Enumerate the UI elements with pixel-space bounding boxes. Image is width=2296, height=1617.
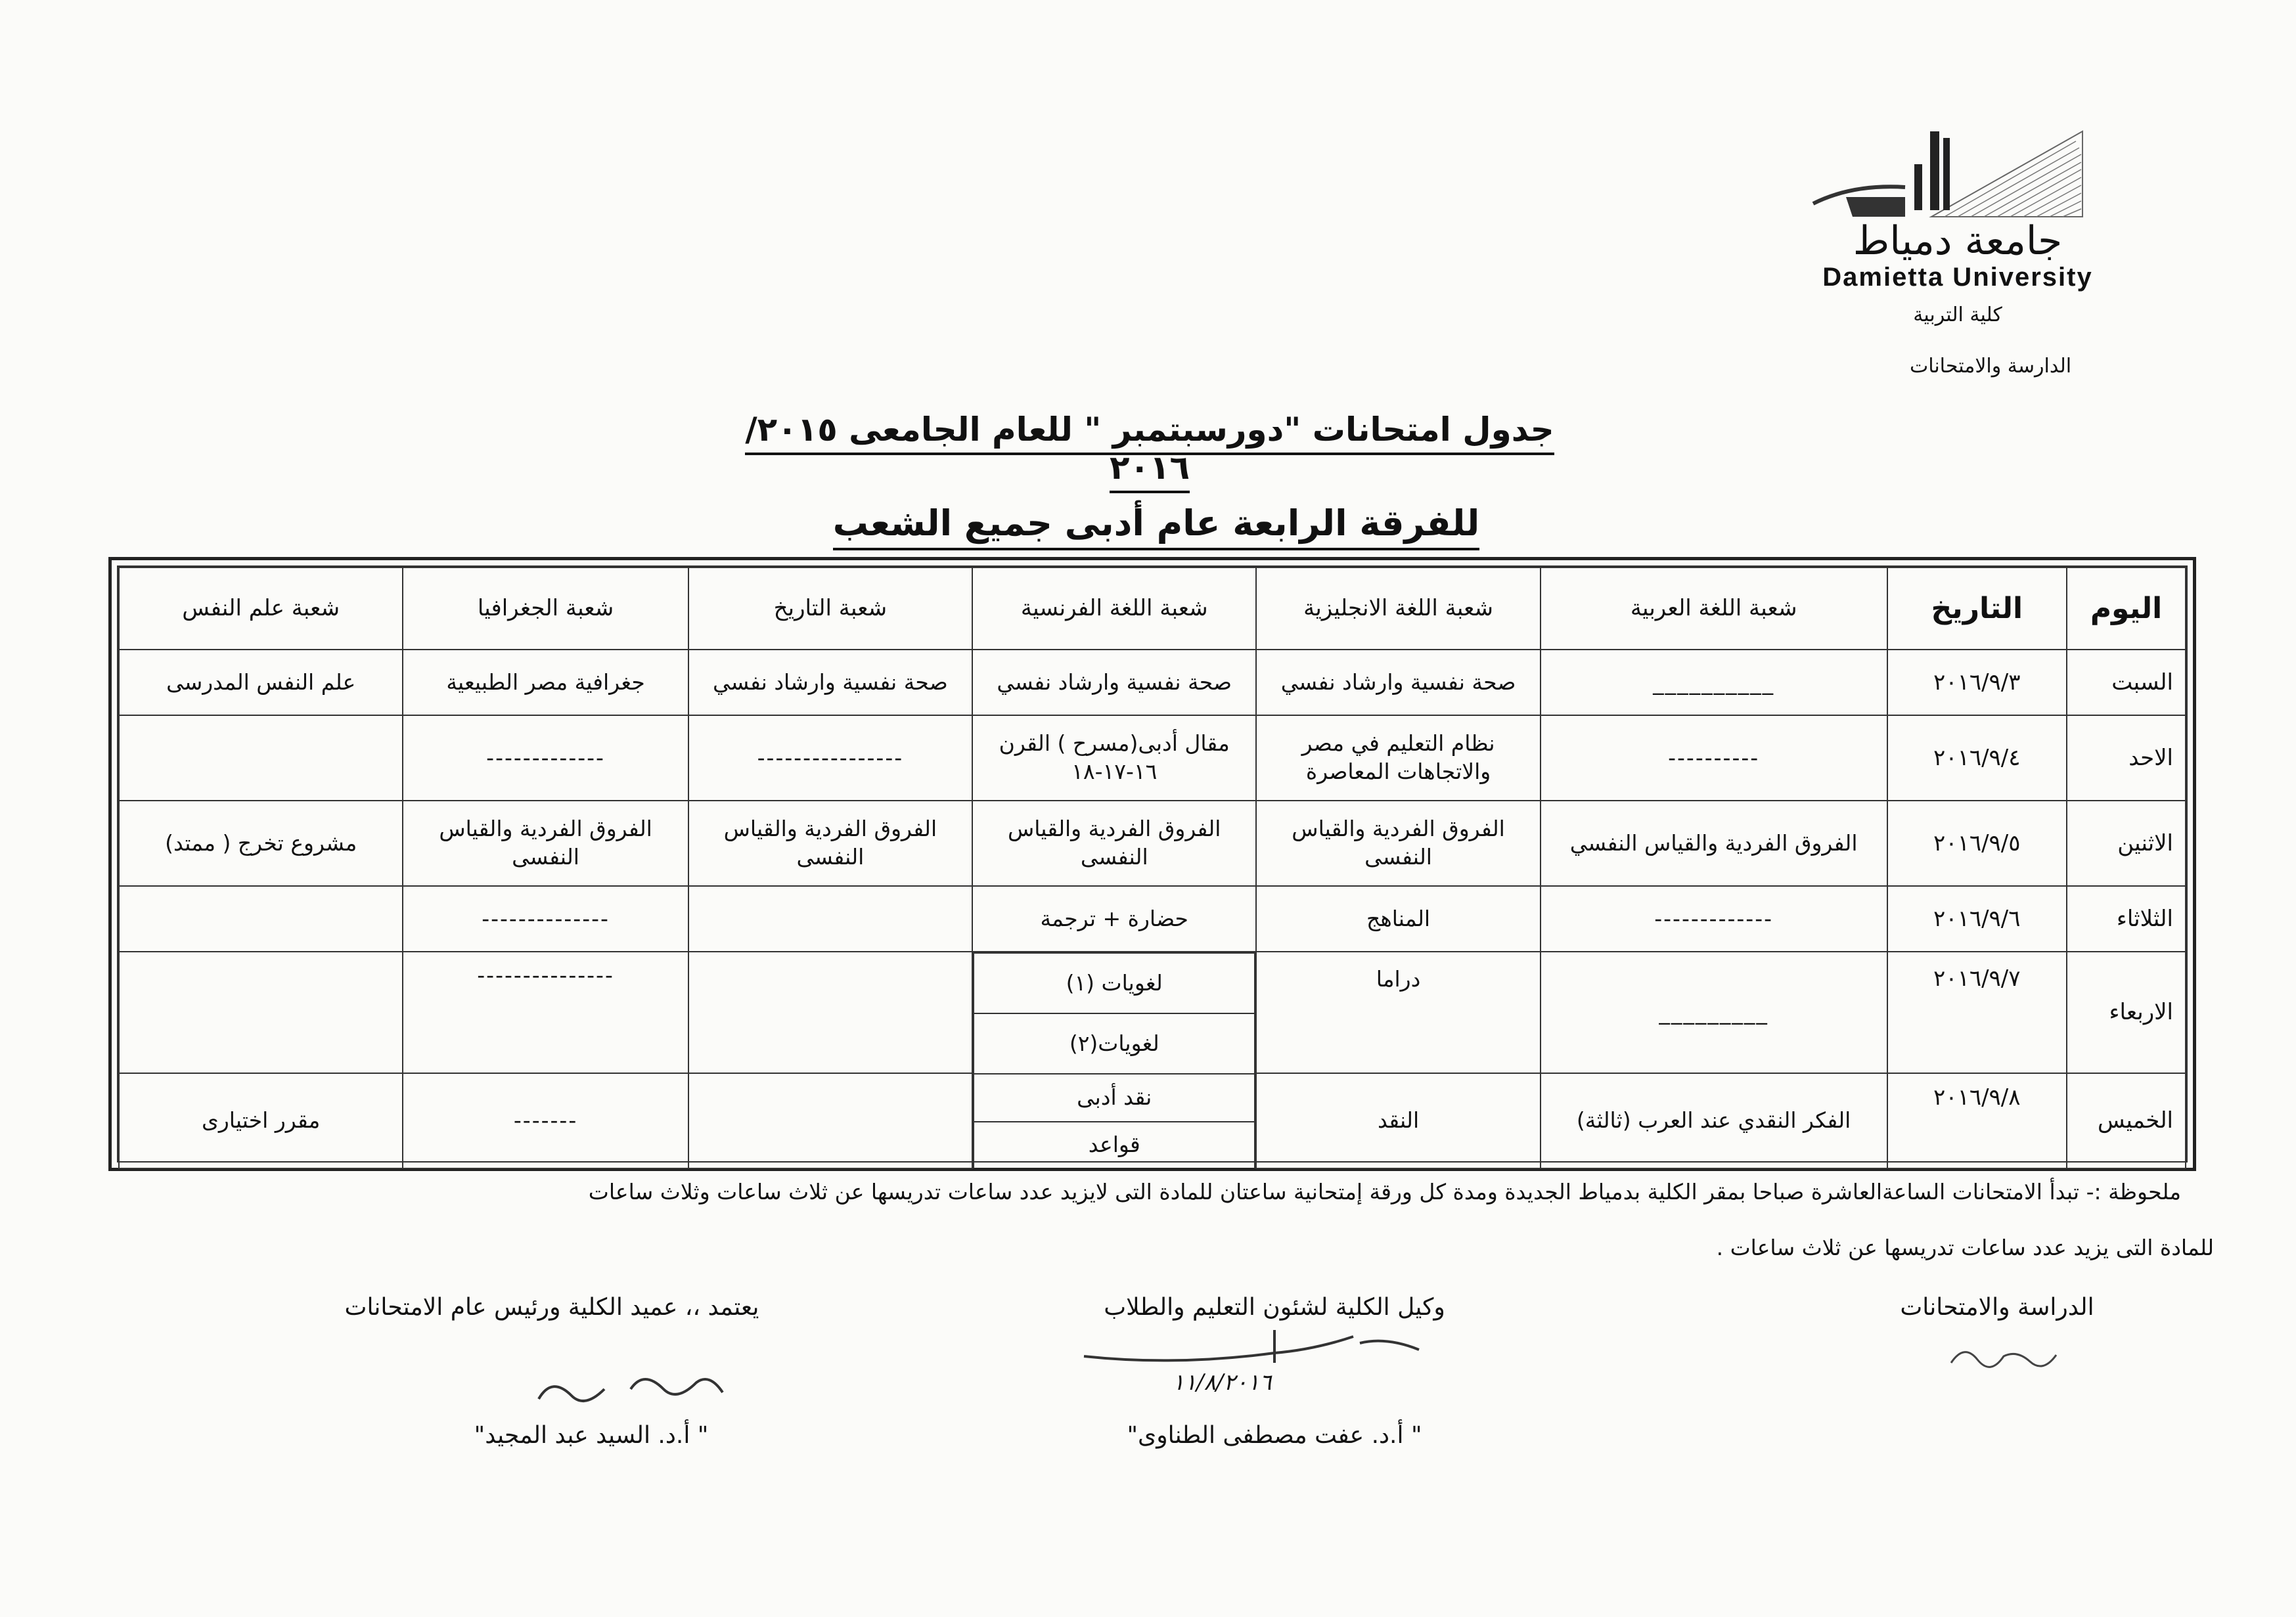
geography-cell: --------------- <box>403 952 688 1073</box>
table-row <box>119 650 2186 715</box>
header-arabic: شعبة اللغة العربية <box>1541 567 1887 650</box>
header-french: شعبة اللغة الفرنسية <box>972 567 1256 650</box>
table-row <box>119 715 2186 801</box>
arabic-cell: ------------- <box>1541 886 1887 952</box>
schedule-title: جدول امتحانات "دورسبتمبر " للعام الجامعى ٢٠١٥/ ٢٠١٦ <box>736 410 1564 487</box>
french-cell: الفروق الفردية والقياس النفسى <box>972 801 1256 886</box>
table-row <box>119 1073 2186 1168</box>
table-header-row <box>119 567 2186 650</box>
faculty-name: كلية التربية <box>1913 303 2002 326</box>
header-date: التاريخ <box>1887 567 2067 650</box>
french-cell-split <box>972 1073 1256 1168</box>
psychology-cell <box>119 952 403 1073</box>
english-cell: المناهج <box>1256 886 1540 952</box>
date-cell: ٢٠١٦/٩/٤ <box>1887 715 2067 801</box>
psychology-cell: مقرر اختيارى <box>119 1073 403 1168</box>
arabic-cell: الفروق الفردية والقياس النفسي <box>1541 801 1887 886</box>
header-day: اليوم <box>2067 567 2186 650</box>
date-cell: ٢٠١٦/٩/٧ <box>1887 952 2067 1073</box>
french-subcell: نقد أدبى <box>974 1074 1255 1122</box>
day-cell: الاثنين <box>2067 801 2186 886</box>
geography-cell: ------- <box>403 1073 688 1168</box>
university-name-english: Damietta University <box>1822 263 2093 292</box>
arabic-cell: الفكر النقدي عند العرب (ثالثة) <box>1541 1073 1887 1168</box>
date-cell: ٢٠١٦/٩/٣ <box>1887 650 2067 715</box>
psychology-cell <box>119 715 403 801</box>
note-line-1: ملحوظة :- تبدأ الامتحانات الساعةالعاشرة صباحا بمقر الكلية بدمياط الجديدة ومدة كل ورقة إمتحانية ساعتان للمادة التى لايزيد عدد ساعات تدريسها عن ثلاث ساعات وثلاث ساعات <box>588 1179 2181 1205</box>
note-line-2: للمادة التى يزيد عدد ساعات تدريسها عن ثلاث ساعات . <box>1716 1235 2214 1260</box>
dean-signature-icon <box>526 1363 736 1415</box>
french-cell: مقال أدبى(مسرح ) القرن ١٦-١٧-١٨ <box>972 715 1256 801</box>
french-subcell: لغويات (١) <box>974 953 1255 1013</box>
header-history: شعبة التاريخ <box>688 567 972 650</box>
history-cell <box>688 886 972 952</box>
header-geography: شعبة الجغرافيا <box>403 567 688 650</box>
english-cell: الفروق الفردية والقياس النفسى <box>1256 801 1540 886</box>
vice-dean-name: " أ.د. عفت مصطفى الطناوى" <box>1127 1422 1422 1449</box>
dean-title: يعتمد ،، عميد الكلية ورئيس عام الامتحانات <box>344 1294 759 1321</box>
history-cell: صحة نفسية وارشاد نفسي <box>688 650 972 715</box>
header-psychology: شعبة علم النفس <box>119 567 403 650</box>
history-cell: الفروق الفردية والقياس النفسى <box>688 801 972 886</box>
table-row <box>119 952 2186 1073</box>
day-cell: الاربعاء <box>2067 952 2186 1073</box>
handwritten-date: ١١/٨/٢٠١٦ <box>1172 1369 1272 1396</box>
date-cell: ٢٠١٦/٩/٦ <box>1887 886 2067 952</box>
arabic-cell: __________ <box>1541 650 1887 715</box>
exams-office-signature-icon <box>1945 1337 2063 1376</box>
date-cell: ٢٠١٦/٩/٨ <box>1887 1073 2067 1168</box>
date-cell: ٢٠١٦/٩/٥ <box>1887 801 2067 886</box>
day-cell: السبت <box>2067 650 2186 715</box>
psychology-cell <box>119 886 403 952</box>
logo-emblem-icon <box>1774 125 2142 223</box>
psychology-cell: علم النفس المدرسى <box>119 650 403 715</box>
day-cell: الخميس <box>2067 1073 2186 1168</box>
history-cell <box>688 952 972 1073</box>
header-english: شعبة اللغة الانجليزية <box>1256 567 1540 650</box>
table-row <box>119 886 2186 952</box>
dean-name: " أ.د. السيد عبد المجيد" <box>474 1422 709 1449</box>
english-cell: نظام التعليم في مصر والاتجاهات المعاصرة <box>1256 715 1540 801</box>
day-cell: الثلاثاء <box>2067 886 2186 952</box>
day-cell: الاحد <box>2067 715 2186 801</box>
french-cell-split <box>972 952 1256 1073</box>
exams-office-label: الدراسة والامتحانات <box>1900 1294 2094 1321</box>
history-cell: ---------------- <box>688 715 972 801</box>
geography-cell: الفروق الفردية والقياس النفسى <box>403 801 688 886</box>
history-cell <box>688 1073 972 1168</box>
english-cell: دراما <box>1256 952 1540 1073</box>
vice-dean-title: وكيل الكلية لشئون التعليم والطلاب <box>1104 1294 1445 1321</box>
geography-cell: ------------- <box>403 715 688 801</box>
arabic-cell: ---------- <box>1541 715 1887 801</box>
arabic-cell: _________ <box>1541 952 1887 1073</box>
department-name: الدارسة والامتحانات <box>1909 355 2072 378</box>
psychology-cell: مشروع تخرج ( ممتد) <box>119 801 403 886</box>
exam-schedule-table <box>108 557 2196 1171</box>
table-row <box>119 801 2186 886</box>
french-subcell: قواعد <box>974 1122 1255 1168</box>
french-cell: صحة نفسية وارشاد نفسي <box>972 650 1256 715</box>
geography-cell: -------------- <box>403 886 688 952</box>
schedule-subtitle: للفرقة الرابعة عام أدبى جميع الشعب <box>801 502 1511 544</box>
geography-cell: جغرافية مصر الطبيعية <box>403 650 688 715</box>
french-subcell: لغويات(٢) <box>974 1013 1255 1073</box>
university-name-arabic: جامعة دمياط <box>1853 218 2063 264</box>
english-cell: النقد <box>1256 1073 1540 1168</box>
french-cell: حضارة + ترجمة <box>972 886 1256 952</box>
english-cell: صحة نفسية وارشاد نفسي <box>1256 650 1540 715</box>
